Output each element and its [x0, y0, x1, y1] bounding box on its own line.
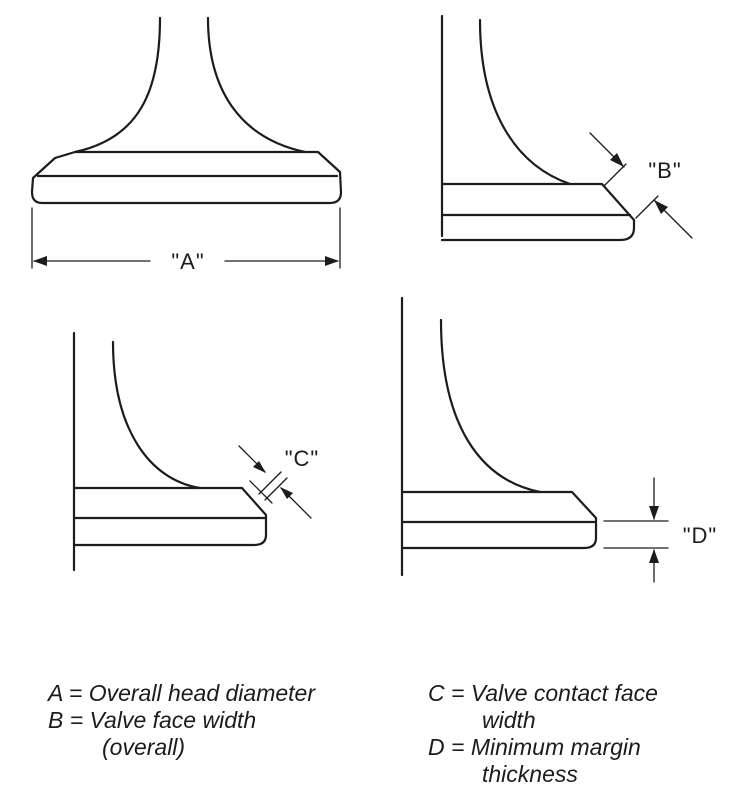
legend-right-column: [428, 680, 658, 788]
dimension-label-b: "B": [648, 158, 682, 183]
legend-item-d: D = Minimum margin: [428, 734, 641, 760]
dimension-label-c: "C": [284, 446, 320, 471]
arrowhead-a-right: [325, 256, 339, 266]
valve-head-diameter-view: [32, 18, 341, 274]
valve-head-section-b: [442, 184, 634, 240]
legend-item-c: C = Valve contact face: [428, 680, 658, 706]
dimension-label-d: "D": [682, 523, 718, 548]
arrowhead-a-left: [33, 256, 47, 266]
extension-line-b-upper: [604, 164, 626, 186]
extension-line-b-lower: [636, 196, 658, 218]
valve-stem-curve-b: [480, 20, 570, 184]
arrowhead-d-upper: [649, 506, 659, 520]
valve-head-outline: [32, 152, 341, 203]
valve-margin-view: [402, 298, 717, 582]
dimension-label-a: "A": [171, 249, 205, 274]
legend-item-c-cont: width: [482, 707, 536, 733]
valve-head-section-c: [74, 488, 266, 545]
valve-stem-outline: [75, 18, 305, 152]
contact-face-line-c-a: [259, 472, 281, 494]
valve-stem-curve-d: [441, 320, 540, 492]
arrowhead-d-lower: [649, 549, 659, 563]
legend-item-a: A = Overall head diameter: [48, 680, 315, 706]
legend-item-b-cont: (overall): [102, 734, 186, 760]
legend-item-b: B = Valve face width: [48, 707, 257, 733]
valve-face-width-view: [442, 16, 692, 240]
valve-contact-face-view: [74, 333, 319, 570]
valve-stem-curve-c: [113, 342, 200, 488]
legend-left-column: [48, 680, 315, 761]
valve-head-section-d: [402, 492, 596, 548]
legend-item-d-cont: thickness: [482, 761, 578, 787]
